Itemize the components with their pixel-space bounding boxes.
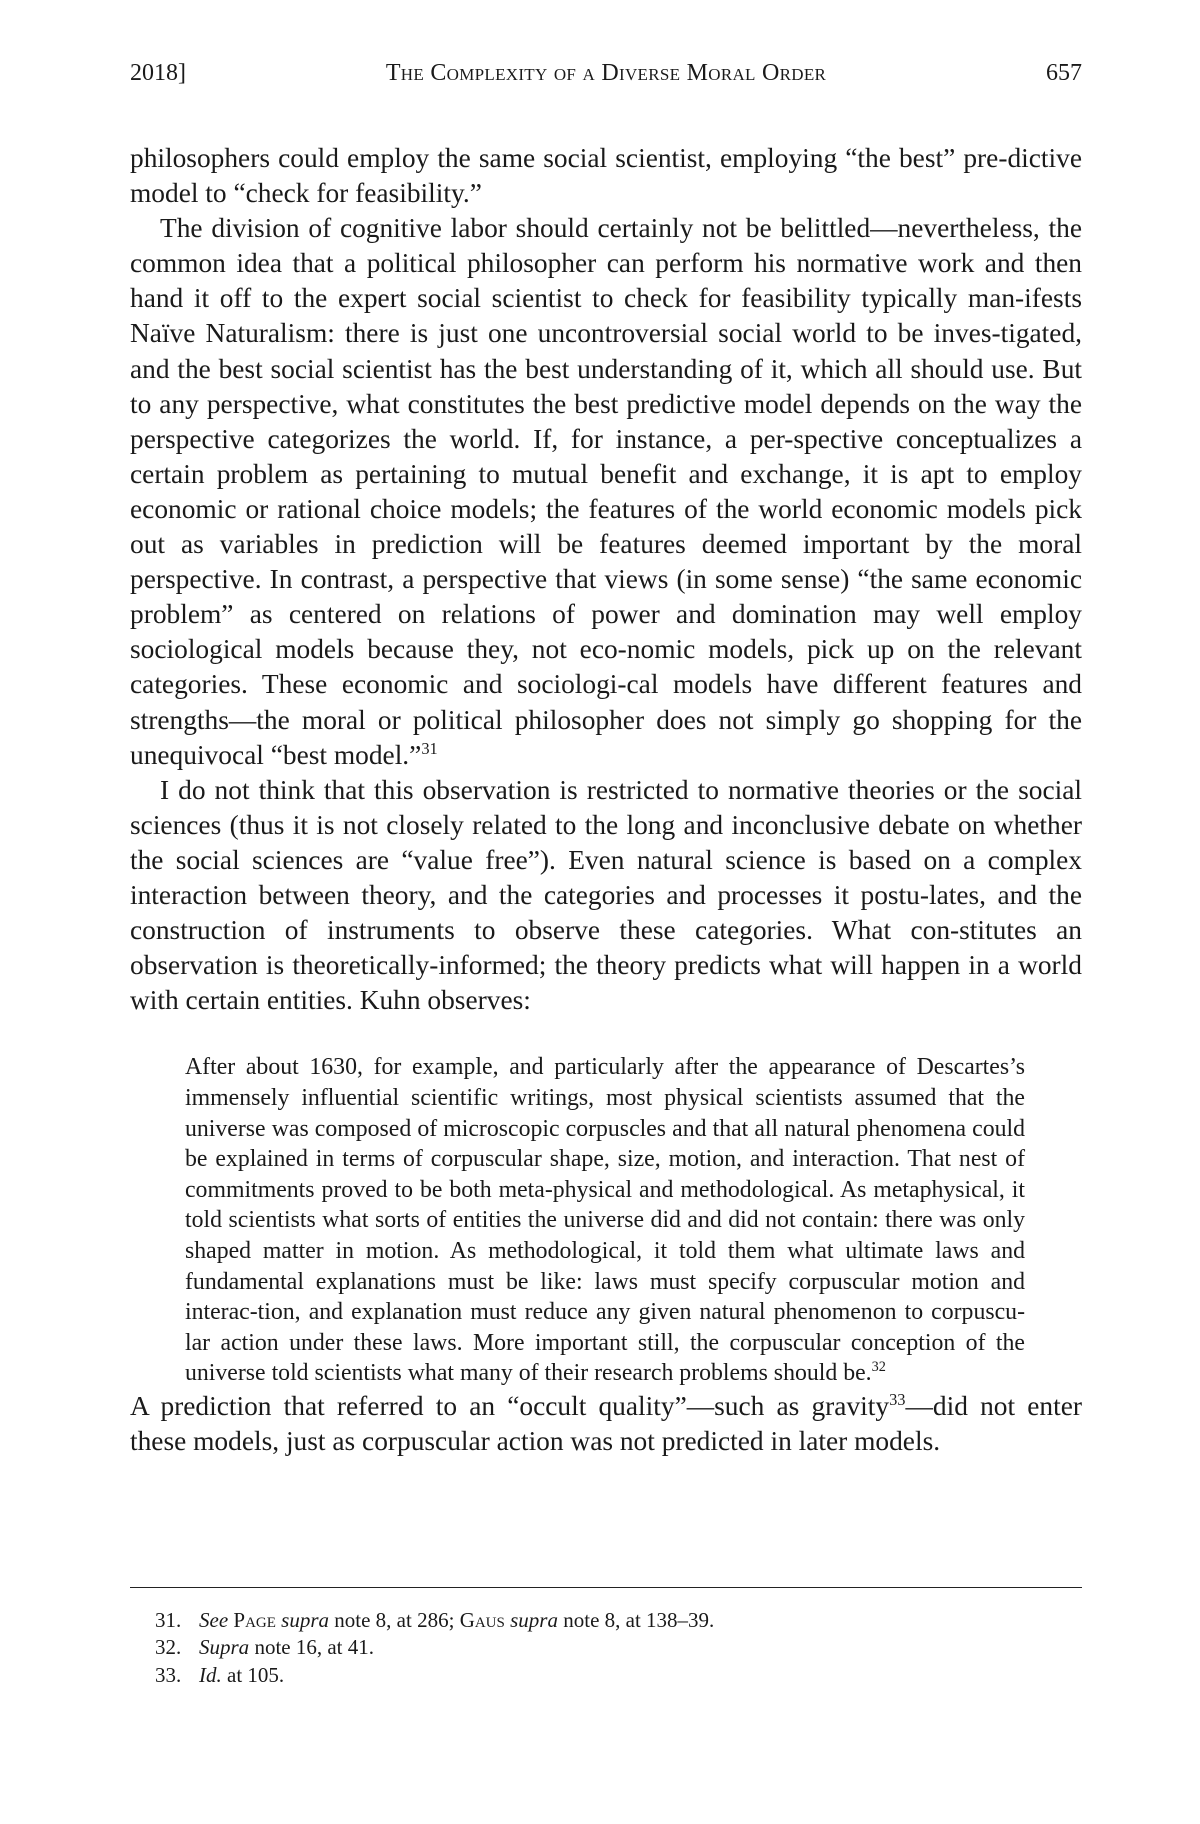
main-text [130, 141, 1082, 1459]
citation-signal: See [199, 1608, 229, 1632]
citation-pinpoint: note 16, at 41. [254, 1635, 374, 1660]
paragraph-2 [130, 211, 1082, 773]
page-number: 657 [1046, 60, 1082, 86]
footnote-number: 33. [155, 1662, 182, 1687]
paragraph-3: I do not think that this observation is restricted to normative theories or the social sciences (thus it is not closely related to the long and inconclusive debate on whether the social sciences are “value free”). Even natural science is based on a complex interaction between theory, and the categories and processes it postu-lates, and the construction of instruments to observe these categories. What con-stitutes an observation is theoretically-informed; the theory predicts what will happen in a world with certain entities. Kuhn observes: [130, 774, 1082, 1016]
citation-pinpoint: note 8, at 286; [334, 1608, 455, 1632]
paragraph-4 [130, 1389, 1082, 1459]
citation-signal: Supra [199, 1635, 250, 1660]
header-year: 2018] [130, 60, 186, 86]
footnote-31 [155, 1607, 1075, 1634]
header-title: The Complexity of a Diverse Moral Order [385, 60, 827, 86]
footnotes [155, 1607, 1075, 1689]
footnote-divider [130, 1587, 1082, 1588]
block-quote-text: After about 1630, for example, and particularly after the appearance of Descartes’s immensely influential scientific writings, most physical scientists assumed that the universe was composed of microscopic corpuscles and that all natural phenomena could be explained in terms of corpuscular shape, size, motion, and interaction. That nest of commitments proved to be both meta-physical and methodological. As metaphysical, it told scientists what sorts of entities the universe did and did not contain: there was only shaped matter in motion. As methodological, it told them what ultimate laws and fundamental explanations must be like: laws must specify corpuscular motion and interac-tion, and explanation must reduce any given natural phenomenon to corpuscu-lar action under these laws. More important still, the corpuscular conception of the universe told scientists what many of their research problems should be. [185, 1054, 1025, 1387]
footnote-number: 32. [155, 1635, 182, 1660]
footnote-number: 31. [155, 1608, 182, 1632]
citation-author: Page [233, 1608, 276, 1632]
citation-pinpoint: at 105. [227, 1662, 285, 1687]
paragraph-4-text-a: A prediction that referred to an “occult quality”—such as gravity [130, 1390, 890, 1421]
citation-signal: Id. [199, 1662, 222, 1687]
citation-pinpoint: note 8, at 138–39. [563, 1608, 715, 1632]
footnote-ref-32: 32 [871, 1359, 886, 1376]
footnote-32 [155, 1634, 1075, 1661]
page [130, 0, 1082, 1824]
block-quote [185, 1052, 1025, 1389]
paragraph-2-text: The division of cognitive labor should certainly not be belittled—nevertheless, the common idea that a political philosopher can perform his normative work and then hand it off to the expert social scientist to check for feasibility typically man-ifests Naïve Naturalism: there is just one uncontroversial social world to be inves-tigated, and the best social scientist has the best understanding of it, which all should use. But to any perspective, what constitutes the best predictive model depends on the way the perspective categorizes the world. If, for instance, a per-spective conceptualizes a certain problem as pertaining to mutual benefit and exchange, it is apt to employ economic or rational choice models; the features of the world economic models pick out as variables in prediction will be features deemed important by the moral perspective. In contrast, a perspective that views (in some sense) “the same economic problem” as centered on relations of power and domination may well employ sociological models because they, not eco-nomic models, pick up on the relevant categories. These economic and sociologi-cal models have different features and strengths—the moral or political philosopher does not simply go shopping for the unequivocal “best model.” [130, 213, 1082, 770]
running-head [130, 55, 1082, 91]
citation-supra: supra [281, 1608, 330, 1632]
footnote-33 [155, 1662, 1075, 1689]
citation-author: Gaus [459, 1608, 505, 1632]
paragraph-4-text-b: —did not enter these models, just as corpuscular action was not predicted in later models. [130, 1390, 1082, 1456]
footnote-ref-31: 31 [421, 738, 438, 758]
citation-supra: supra [510, 1608, 558, 1632]
paragraph-1: philosophers could employ the same social scientist, employing “the best” pre-dictive model to “check for feasibility.” [130, 143, 1082, 209]
footnote-ref-33: 33 [889, 1389, 906, 1409]
